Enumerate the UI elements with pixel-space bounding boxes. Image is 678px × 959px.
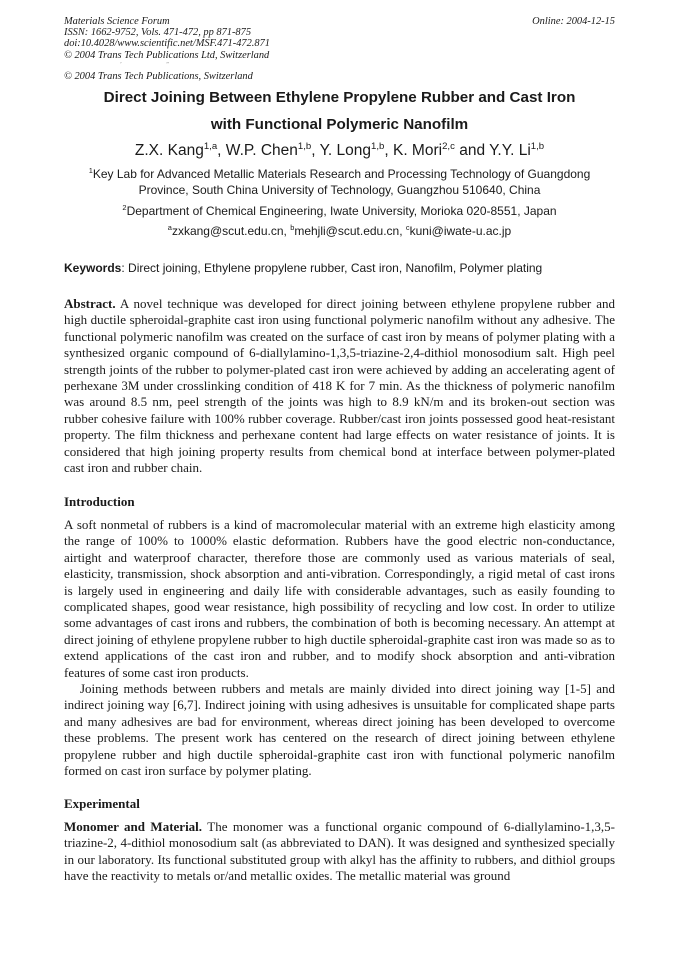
keywords-label: Keywords [64,261,122,275]
doi-line[interactable]: doi:10.4028/www.scientific.net/MSF.471-472.871 [64,38,270,50]
affiliation-1-marker: 1 [88,166,93,175]
email-address[interactable]: mehjli@scut.edu.cn [294,224,400,238]
copyright-line: © 2004 Trans Tech Publications, Switzerland [64,71,253,82]
author-name: Y.Y. Li [489,142,531,159]
author-name: Y. Long [319,142,372,159]
email-marker: b [290,223,295,232]
abstract-text: A novel technique was developed for direct joining between ethylene propylene rubber and high ductile spheroidal-graphite cast iron using functional polymeric nanofilm without any adhesive. The functional polymeric nanofilm was created on the surface of cast iron by means of polymer plating with a synthesized organic compound of 6-diallylamino-1,3,5-triazine-2,4-dithiol monosodium salt. High peel strength joints of the rubber to polymer-plated cast iron were achieved by adding an accelerating agent of perhexane 3M under crosslinking condition of 418 K for 7 min. As the thickness of polymeric nanofilm was around 8.5 nm, peel strength of the joints was high to 8.9 kN/m and its broken-out section was rubber cohesive failure with 100% rubber coverage. Rubber/cast iron joints possessed good heat-resistant property. The film thickness and perhexane content had large effects on water resistance of joints. It is considered that high joining property results from chemical bond at interface between polymer-plated cast iron and rubber chain. [64,296,615,476]
affiliation-2 [64,203,615,219]
author-separator: and [454,142,490,159]
paper-title [64,84,615,138]
author-list [64,141,615,161]
journal-name: Materials Science Forum [64,16,170,27]
svg-text:": " [166,62,169,67]
author-affiliation-marker: 1,a [203,140,218,152]
online-date: Online: 2004-12-15 [532,16,615,27]
introduction-body [64,517,615,780]
email-address[interactable]: kuni@iwate-u.ac.jp [409,224,512,238]
monomer-material-label: Monomer and Material. [64,819,203,834]
email-marker: a [167,223,172,232]
affiliation-1-line-1: Key Lab for Advanced Metallic Materials Research and Processing Technology of Guangdong [92,167,591,181]
journal-header [64,16,424,61]
email-separator: , [283,224,291,238]
publisher-line: © 2004 Trans Tech Publications Ltd, Switzerland [64,49,270,61]
introduction-paragraph-1: A soft nonmetal of rubbers is a kind of macromolecular material with an extreme high elasticity among the range of 100% to 1000% elastic deformation. Rubbers have the good electric non-conductance, airtight and waterproof character, therefore those are commonly used as various materials of seal, elasticity, transmission, shock absorption and anti-vibration. Correspondingly, a rigid metal of cast irons is largely used in engineering and daily life with considerable advantages, such as easily founding to complicated shapes, good wear resistance, high possibility of recycling and low cost. In order to utilize some advantages of cast irons and rubbers, the combination of both is becoming necessary. An attempt at direct joining of ethylene propylene rubber to high ductile spheroidal-graphite cast iron was made so as to extend applications of the cast iron and rubber, and to modify shock absorption and anti-vibration features of some cast iron products. [64,517,615,680]
affiliation-2-text: Department of Chemical Engineering, Iwate University, Morioka 020-8551, Japan [126,204,557,218]
section-heading-experimental: Experimental [64,796,140,811]
author-affiliation-marker: 1,b [371,140,385,152]
author-separator: , [311,142,320,159]
title-line-2: with Functional Polymeric Nanofilm [210,116,469,133]
email-list [64,223,615,239]
watermark-mark [120,61,172,69]
abstract-label: Abstract. [64,296,116,311]
section-heading-introduction: Introduction [64,494,135,509]
author-affiliation-marker: 1,b [530,140,545,152]
watermark-glyphs [120,61,172,67]
abstract [64,296,615,476]
experimental-body [64,819,615,885]
author-separator: , [217,142,226,159]
title-line-1: Direct Joining Between Ethylene Propylene Rubber and Cast Iron [103,89,576,106]
affiliation-1 [64,166,615,198]
keywords [64,260,615,276]
author-name: W.P. Chen [225,142,298,159]
issn-line: ISSN: 1662-9752, Vols. 471-472, pp 871-875 [64,27,252,39]
affiliation-1-line-2: Province, South China University of Technology, Guangzhou 510640, China [138,183,541,197]
author-separator: , [384,142,393,159]
author-affiliation-marker: 2,c [442,140,455,152]
affiliation-2-marker: 2 [122,203,127,212]
author-affiliation-marker: 1,b [297,140,312,152]
introduction-paragraph-2: Joining methods between rubbers and metals are mainly divided into direct joining way [1-5] and indirect joining way [6,7]. Indirect joining with using adhesives is unsuitable for complicated shape parts and many adhesives are bad for environment, whereas direct joining has been developed to overcome these problems. The present work has centered on the research of direct joining between ethylene propylene rubber and high ductile spheroidal-graphite cast iron with functional polymeric nanofilm formed on cast iron surface by polymer plating. [64,681,615,779]
email-separator: , [399,224,406,238]
author-name: Z.X. Kang [134,142,204,159]
keywords-text: : Direct joining, Ethylene propylene rubber, Cast iron, Nanofilm, Polymer plating [121,261,543,275]
email-address[interactable]: zxkang@scut.edu.cn [171,224,284,238]
email-marker: c [405,223,410,232]
svg-text:': ' [120,62,122,67]
monomer-material-text: The monomer was a functional organic compound of 6-diallylamino-1,3,5-triazine-2, 4-dithiol monosodium salt (as abbreviated to DAN). It was designed and synthesized specially in our laboratory. Its functional substituted group with alkyl has the affinity to rubbers, and dithiol groups have the reactivity to metals or/and metallic oxides. The metallic material was ground [64,819,615,884]
author-name: K. Mori [392,142,443,159]
